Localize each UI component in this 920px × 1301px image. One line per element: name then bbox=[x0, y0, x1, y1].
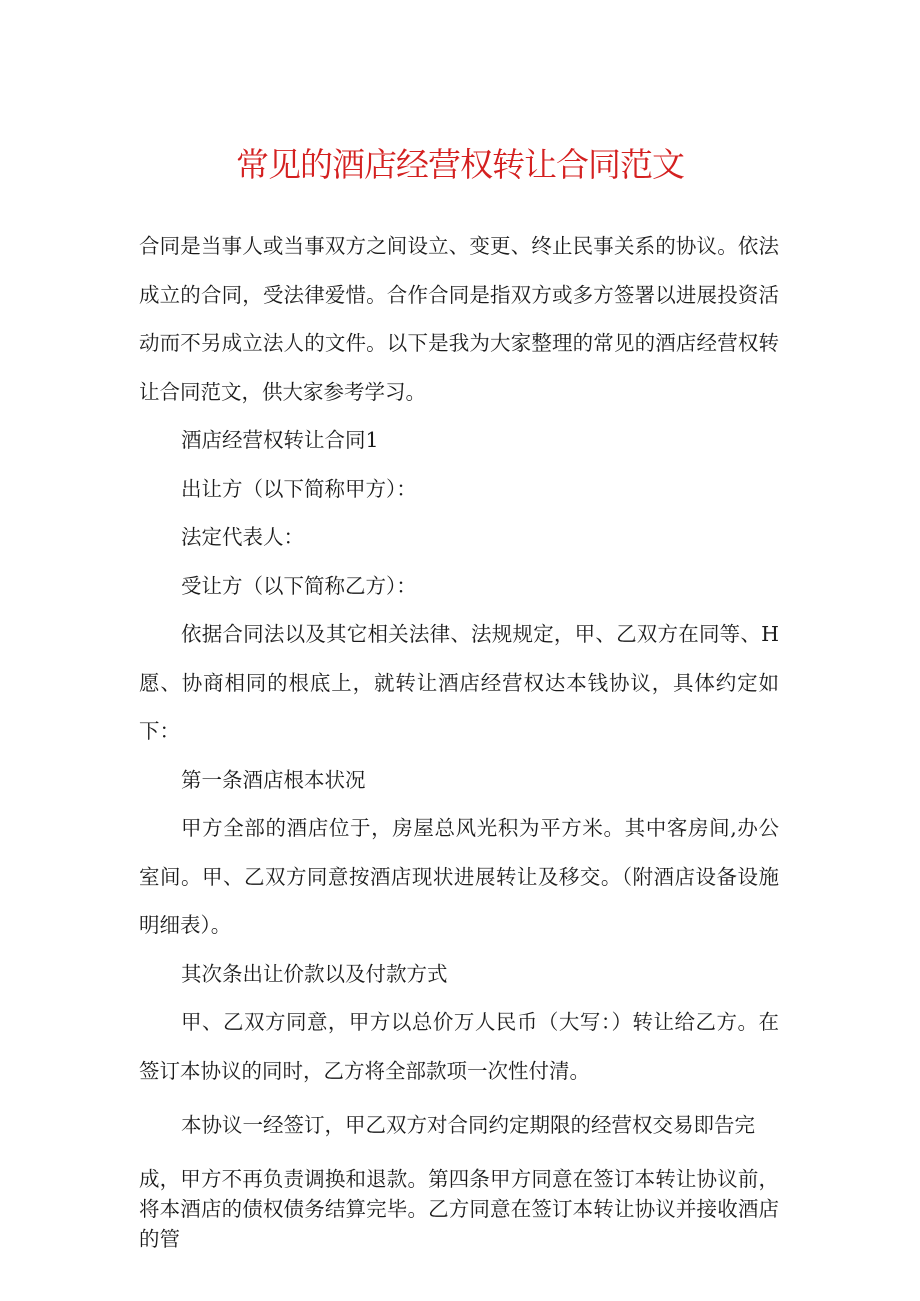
document-body bbox=[139, 222, 779, 1254]
paragraph-basis: 依据合同法以及其它相关法律、法规规定，甲、乙双方在同等、H愿、协商相同的根底上，就转让酒店经营权达本钱协议，具体约定如下： bbox=[139, 622, 779, 743]
paragraph-legal-representative: 法定代表人： bbox=[181, 525, 304, 549]
document-title: 常见的酒店经营权转让合同范文 bbox=[236, 145, 684, 184]
paragraph-intro: 合同是当事人或当事双方之间设立、变更、终止民事关系的协议。依法成立的合同，受法律爱惜。合作合同是指双方或多方签署以进展投资活动而不另成立法人的文件。以下是我为大家整理的常见的酒店经营权转让合同范文，供大家参考学习。 bbox=[139, 234, 779, 404]
paragraph-article-2-body: 甲、乙双方同意，甲方以总价万人民币（大写：）转让给乙方。在签订本协议的同时，乙方将全部款项一次性付清。 bbox=[139, 1010, 779, 1083]
paragraph-article-2-heading: 其次条出让价款以及付款方式 bbox=[181, 961, 448, 986]
paragraph-contract-heading: 酒店经营权转让合同1 bbox=[181, 428, 379, 452]
paragraph-transferor: 出让方（以下简称甲方）： bbox=[181, 476, 417, 501]
paragraph-article-1-heading: 第一条酒店根本状况 bbox=[181, 767, 366, 792]
paragraph-transferee: 受让方（以下简称乙方）： bbox=[181, 573, 417, 598]
paragraph-article-3-continued: 成，甲方不再负责调换和退款。第四条甲方同意在签订本转让协议前，将本酒店的债权债务结算完毕。乙方同意在签订本转让协议并接收酒店的管 bbox=[139, 1166, 779, 1251]
paragraph-article-3-start: 本协议一经签订，甲乙双方对合同约定期限的经营权交易即告完 bbox=[181, 1113, 755, 1137]
paragraph-article-1-body: 甲方全部的酒店位于，房屋总风光积为平方米。其中客房间,办公室间。甲、乙双方同意按酒店现状进展转让及移交。（附酒店设备设施明细表）。 bbox=[139, 816, 779, 937]
